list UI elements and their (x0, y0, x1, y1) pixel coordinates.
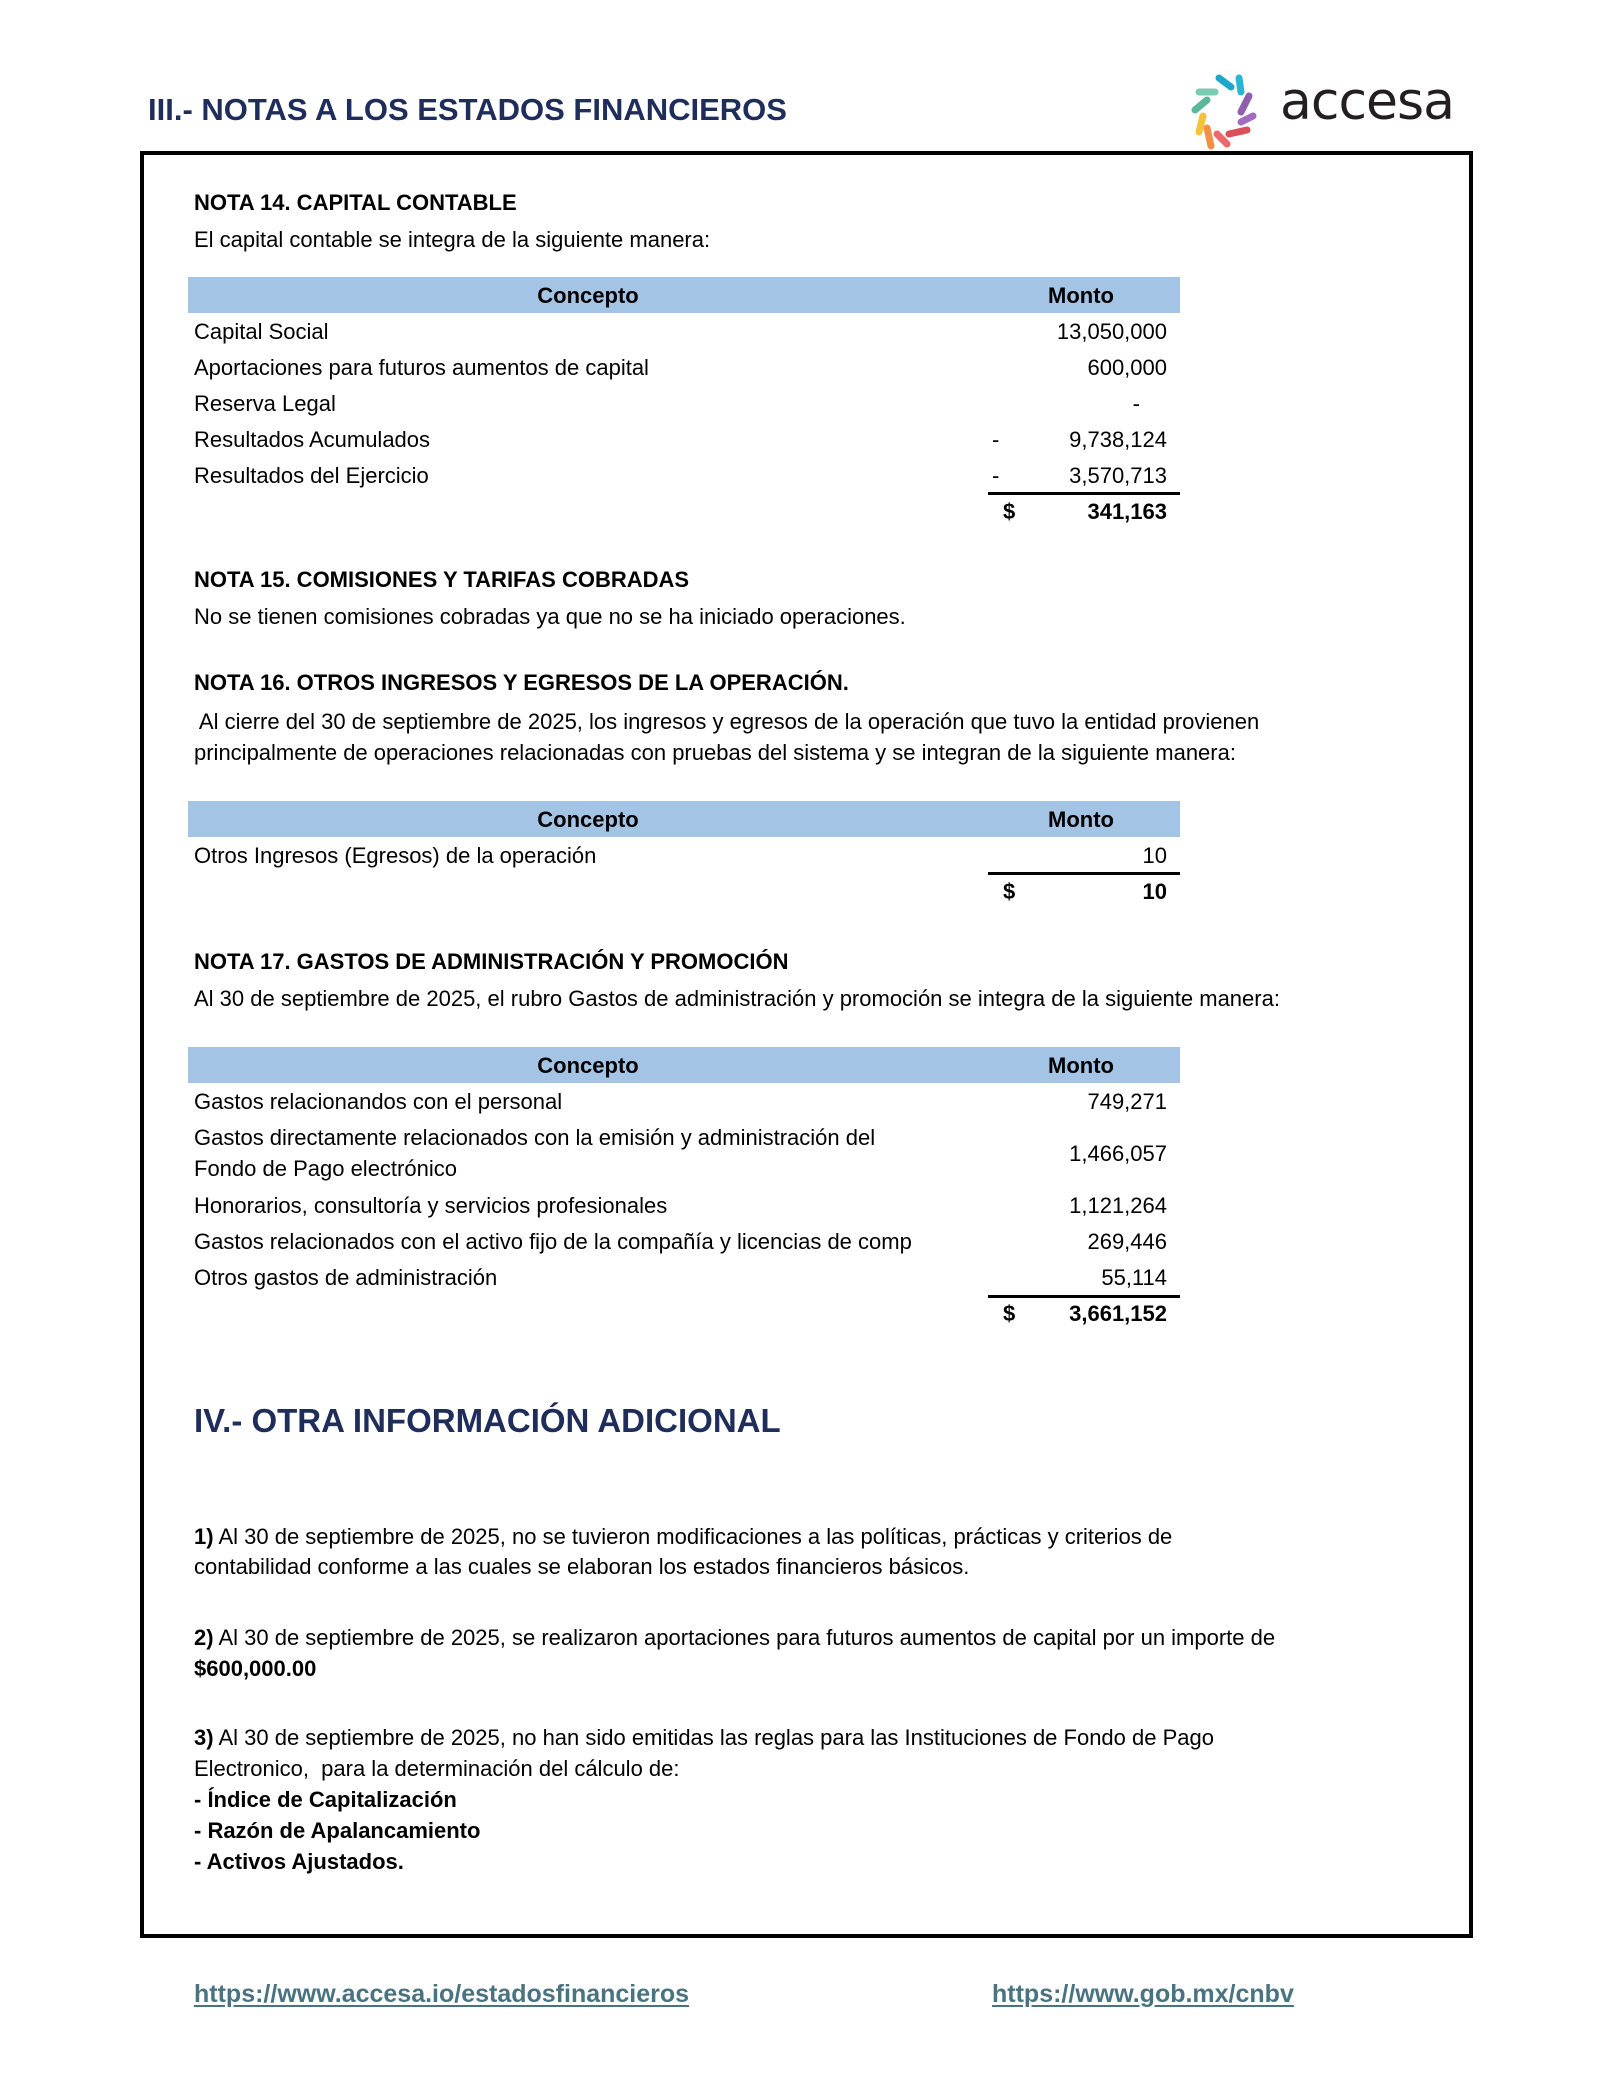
table-header (188, 801, 1180, 837)
row-value: 269,446 (1087, 1229, 1167, 1254)
table-row (188, 457, 1180, 493)
nota17-intro: Al 30 de septiembre de 2025, el rubro Gastos de administración y promoción se integra de la siguiente manera: (194, 986, 1280, 1011)
item2-number: 2) (194, 1625, 214, 1650)
nota17-title: NOTA 17. GASTOS DE ADMINISTRACIÓN Y PROMOCIÓN (194, 949, 789, 974)
cnbv-link[interactable]: https://www.gob.mx/cnbv (992, 1980, 1294, 2008)
nota14-title: NOTA 14. CAPITAL CONTABLE (194, 190, 517, 215)
logo-text: accesa (1280, 72, 1454, 132)
table-row (188, 1187, 1180, 1223)
row-value: 1,121,264 (1069, 1193, 1167, 1218)
table-row (188, 421, 1180, 457)
row-label: Resultados del Ejercicio (194, 463, 429, 488)
total-row (188, 493, 1180, 529)
row-label: Otros Ingresos (Egresos) de la operación (194, 843, 597, 868)
header-monto: Monto (1048, 807, 1114, 832)
row-label: Reserva Legal (194, 391, 336, 416)
table-row (188, 1083, 1180, 1119)
item3-number: 3) (194, 1725, 214, 1750)
nota16-table (188, 801, 1180, 909)
row-value: 55,114 (1101, 1265, 1167, 1290)
total-row (188, 1295, 1180, 1331)
row-label: Otros gastos de administración (194, 1265, 498, 1290)
table-row (188, 313, 1180, 349)
row-value: 3,570,713 (1069, 463, 1167, 488)
table-row (188, 385, 1180, 421)
row-sign: - (992, 427, 1000, 452)
row-label: Capital Social (194, 319, 329, 344)
row-value: - (1132, 391, 1140, 416)
nota16-text-line1: Al cierre del 30 de septiembre de 2025, los ingresos y egresos de la operación que tuvo la entidad provienen (194, 709, 1260, 734)
nota15-title: NOTA 15. COMISIONES Y TARIFAS COBRADAS (194, 567, 690, 592)
total-currency: $ (1003, 499, 1016, 524)
row-value: 1,466,057 (1069, 1141, 1167, 1166)
table-row (188, 349, 1180, 385)
row-label: Resultados Acumulados (194, 427, 431, 452)
row-value: 749,271 (1087, 1089, 1167, 1114)
total-value: 3,661,152 (1069, 1301, 1167, 1326)
row-label: Aportaciones para futuros aumentos de capital (194, 355, 649, 380)
total-value: 10 (1142, 879, 1167, 904)
row-label-line1: Gastos directamente relacionados con la emisión y administración del (194, 1125, 876, 1150)
item3-bullet: - Activos Ajustados. (194, 1849, 404, 1874)
header-concepto: Concepto (537, 283, 639, 308)
header-monto: Monto (1048, 283, 1114, 308)
total-value: 341,163 (1087, 499, 1167, 524)
row-value: 10 (1142, 843, 1167, 868)
item3-bullet: - Índice de Capitalización (194, 1787, 457, 1812)
table-header (188, 277, 1180, 313)
total-row (188, 873, 1180, 909)
row-value: 13,050,000 (1056, 319, 1167, 344)
row-label-line2: Fondo de Pago electrónico (194, 1156, 457, 1181)
item3-text: Al 30 de septiembre de 2025, no han sido emitidas las reglas para las Instituciones de Fondo de Pago (213, 1725, 1214, 1750)
item1-line2: contabilidad conforme a las cuales se elaboran los estados financieros básicos. (194, 1554, 970, 1579)
table-row (188, 1259, 1180, 1295)
item2-amount: $600,000.00 (194, 1656, 317, 1681)
item1-line1 (194, 1521, 1172, 1552)
item2-text: Al 30 de septiembre de 2025, se realizaron aportaciones para futuros aumentos de capital por un importe de (213, 1625, 1276, 1650)
row-label: Gastos relacionados con el activo fijo de la compañía y licencias de comp (194, 1229, 912, 1254)
table-row (188, 1119, 1180, 1187)
accesa-financial-statements-link[interactable]: https://www.accesa.io/estadosfinancieros (194, 1980, 690, 2008)
nota15-text: No se tienen comisiones cobradas ya que no se ha iniciado operaciones. (194, 604, 906, 629)
header-concepto: Concepto (537, 1053, 639, 1078)
header-concepto: Concepto (537, 807, 639, 832)
nota16-text-line2: principalmente de operaciones relacionadas con pruebas del sistema y se integran de la siguiente manera: (194, 740, 1236, 765)
nota14-intro: El capital contable se integra de la siguiente manera: (194, 227, 711, 252)
total-currency: $ (1003, 1301, 1016, 1326)
table-row (188, 1223, 1180, 1259)
nota16-title: NOTA 16. OTROS INGRESOS Y EGRESOS DE LA OPERACIÓN. (194, 670, 849, 695)
section4-title: IV.- OTRA INFORMACIÓN ADICIONAL (194, 1402, 781, 1439)
page-title: III.- NOTAS A LOS ESTADOS FINANCIEROS (148, 92, 787, 127)
row-value: 9,738,124 (1069, 427, 1167, 452)
accesa-pinwheel-icon (1183, 70, 1263, 150)
item3-line2: Electronico, para la determinación del cálculo de: (194, 1756, 680, 1781)
accesa-logo (1183, 70, 1463, 150)
total-currency: $ (1003, 879, 1016, 904)
item2-line1 (194, 1622, 1275, 1653)
item1-number: 1) (194, 1524, 214, 1549)
item3-bullet: - Razón de Apalancamiento (194, 1818, 481, 1843)
item3-line1 (194, 1722, 1214, 1753)
nota14-table (188, 277, 1180, 529)
row-label: Honorarios, consultoría y servicios profesionales (194, 1193, 668, 1218)
row-value: 600,000 (1087, 355, 1167, 380)
item1-text: Al 30 de septiembre de 2025, no se tuvieron modificaciones a las políticas, prácticas y criterios de (213, 1524, 1173, 1549)
row-label: Gastos relacionandos con el personal (194, 1089, 563, 1114)
row-sign: - (992, 463, 1000, 488)
table-row (188, 837, 1180, 873)
header-monto: Monto (1048, 1053, 1114, 1078)
table-header (188, 1047, 1180, 1083)
nota17-table (188, 1047, 1180, 1331)
